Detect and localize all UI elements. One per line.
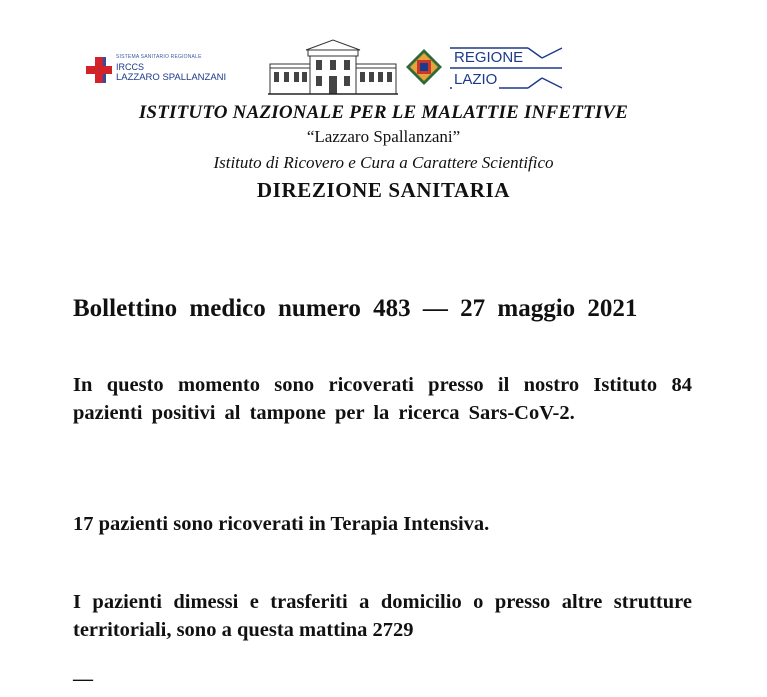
irccs-logo	[86, 52, 261, 82]
irccs-small-text: SISTEMA SANITARIO REGIONALE	[116, 54, 202, 60]
irccs-label: IRCCS	[116, 62, 145, 72]
bulletin-paragraph-icu: 17 pazienti sono ricoverati in Terapia Intensiva.	[73, 513, 490, 535]
irccs-name: LAZZARO SPALLANZANI	[116, 72, 227, 83]
bulletin-title: Bollettino medico numero 483 — 27 maggio 2021	[73, 295, 638, 322]
institute-name: “Lazzaro Spallanzani”	[306, 127, 461, 146]
bulletin-paragraph-patients: In questo momento sono ricoverati presso il nostro Istituto 84 pazienti positivi al tampone per la ricerca Sars-CoV-2.	[73, 374, 692, 424]
institute-subtitle: Istituto di Ricovero e Cura a Carattere Scientifico	[213, 153, 554, 172]
regione-lazio-emblem-icon	[405, 48, 443, 86]
institute-title: ISTITUTO NAZIONALE PER LE MALATTIE INFETTIVE	[138, 102, 629, 123]
header-logos	[0, 38, 767, 94]
building-icon	[268, 38, 398, 96]
department-title: DIREZIONE SANITARIA	[256, 178, 511, 202]
lazio-label: LAZIO	[454, 71, 498, 88]
cross-icon	[86, 57, 112, 83]
trailing-dash: —	[73, 668, 93, 690]
bulletin-paragraph-discharged: I pazienti dimessi e trasferiti a domicilio o presso altre strutture territoriali, sono a questa mattina 2729	[73, 591, 692, 641]
regione-label: REGIONE	[454, 49, 524, 66]
